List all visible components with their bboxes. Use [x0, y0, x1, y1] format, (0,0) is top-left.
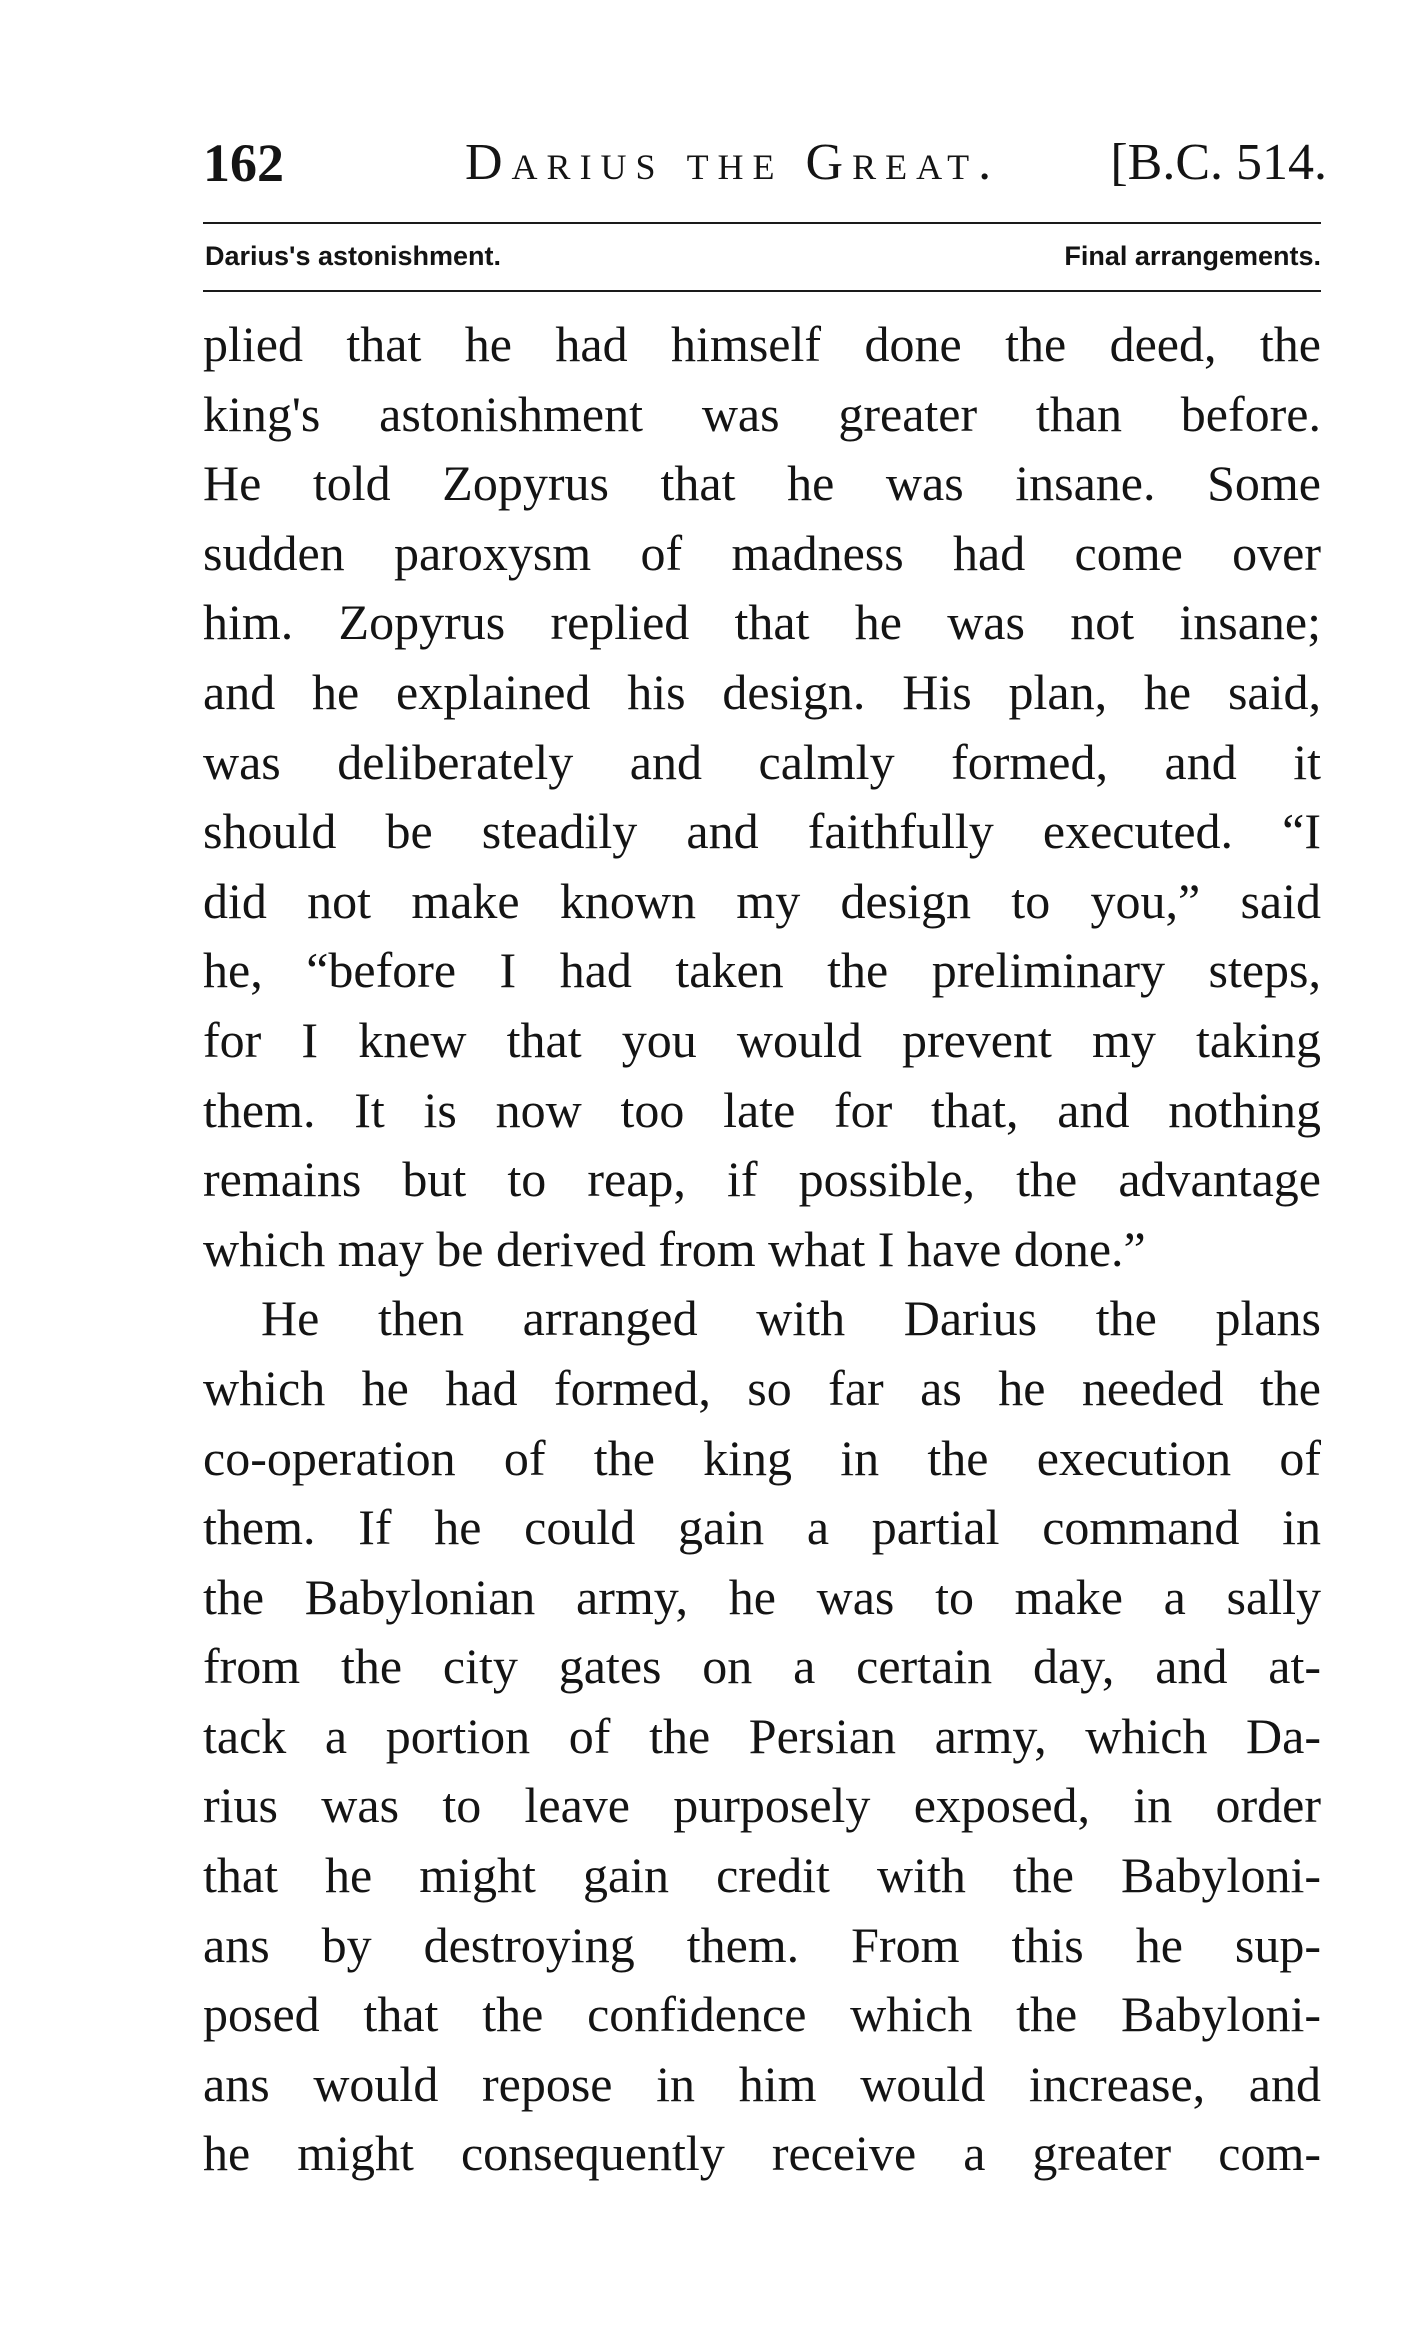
text-line: sudden paroxysm of madness had come over [203, 524, 1321, 581]
subheading-right: Final arrangements. [1064, 241, 1321, 271]
text-line: him. Zopyrus replied that he was not insane; [203, 594, 1321, 651]
text-line: He told Zopyrus that he was insane. Some [203, 455, 1321, 512]
text-line: ans by destroying them. From this he sup- [203, 1916, 1321, 1973]
text-line: for I knew that you would prevent my taking [203, 1011, 1321, 1068]
text-line: tack a portion of the Persian army, which Da- [203, 1707, 1321, 1764]
page-number: 162 [203, 133, 284, 193]
date-label: [B.C. 514. [1110, 134, 1327, 191]
text-line: rius was to leave purposely exposed, in order [203, 1777, 1321, 1834]
text-line: remains but to reap, if possible, the advantage [203, 1151, 1321, 1208]
text-line: posed that the confidence which the Babyloni- [203, 1986, 1321, 2043]
text-line: he, “before I had taken the preliminary steps, [203, 942, 1321, 999]
text-line: and he explained his design. His plan, he said, [203, 663, 1321, 720]
book-title: Darius the Great. [465, 134, 1001, 191]
text-line: should be steadily and faithfully executed. “I [203, 803, 1321, 860]
text-line: plied that he had himself done the deed, the [203, 316, 1321, 372]
header-rule-top [203, 222, 1321, 224]
text-line: from the city gates on a certain day, and at- [203, 1638, 1321, 1695]
header-rule-bottom [203, 290, 1321, 292]
running-head [203, 128, 1327, 198]
text-line: them. If he could gain a partial command in [203, 1499, 1321, 1556]
body-text [203, 310, 1321, 2189]
subheading-left: Darius's astonishment. [205, 241, 501, 271]
text-line: he might consequently receive a greater com- [203, 2125, 1321, 2182]
text-line: king's astonishment was greater than before. [203, 385, 1321, 442]
text-line: did not make known my design to you,” said [203, 872, 1321, 929]
text-line: He then arranged with Darius the plans [261, 1290, 1321, 1347]
text-line: which he had formed, so far as he needed the [203, 1359, 1321, 1416]
text-line: which may be derived from what I have done.” [203, 1220, 1146, 1277]
text-line: co-operation of the king in the execution of [203, 1429, 1321, 1486]
text-line: the Babylonian army, he was to make a sally [203, 1568, 1321, 1625]
text-line: was deliberately and calmly formed, and it [203, 733, 1321, 790]
text-line: ans would repose in him would increase, and [203, 2055, 1321, 2112]
text-line: that he might gain credit with the Babyloni- [203, 1847, 1321, 1904]
text-line: them. It is now too late for that, and nothing [203, 1081, 1321, 1138]
